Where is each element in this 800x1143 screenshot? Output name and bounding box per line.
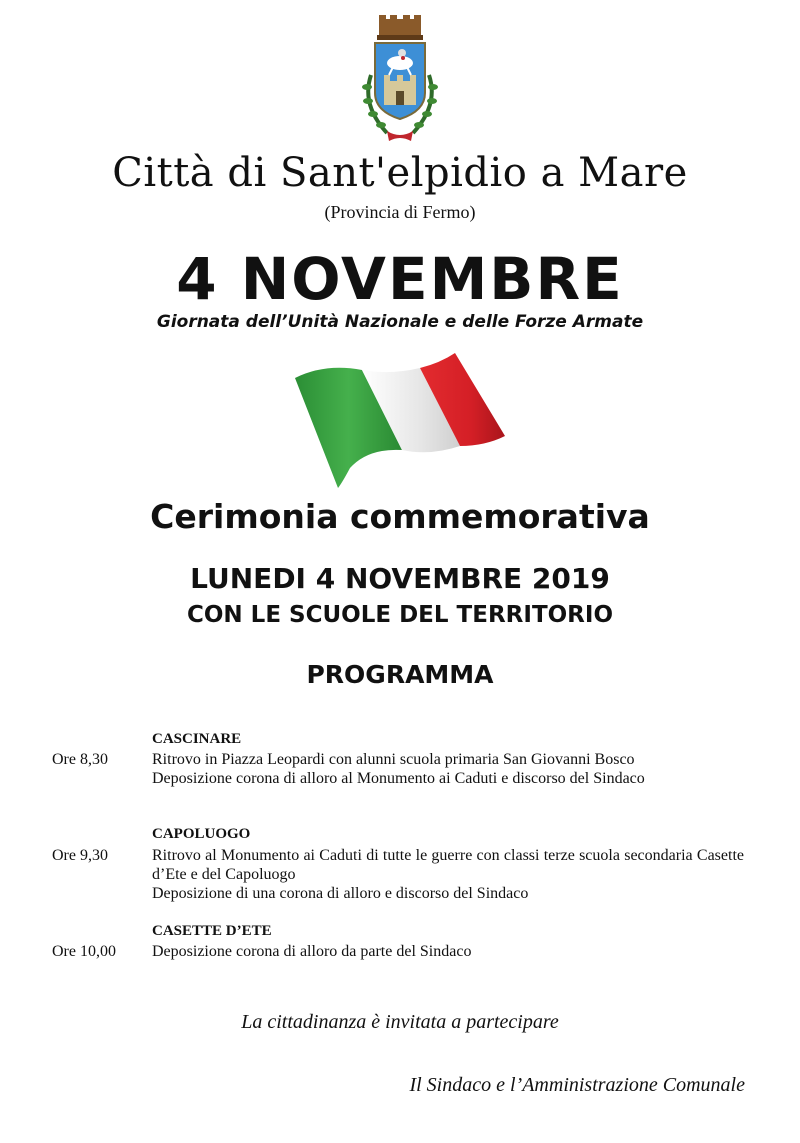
coat-of-arms-icon <box>355 15 445 147</box>
program-line: Deposizione di una corona di alloro e discorso del Sindaco <box>152 885 529 902</box>
program-description <box>152 750 744 788</box>
event-date-title: 4 NOVEMBRE <box>176 245 624 313</box>
city-title: Città di Sant'elpidio a Mare <box>112 150 688 196</box>
program-heading: PROGRAMMA <box>306 660 494 689</box>
program-line: Ritrovo al Monumento ai Caduti di tutte le guerre con classi terze scuola secondaria Casette d’Ete e del Capoluogo <box>152 847 744 883</box>
signature-text: Il Sindaco e l’Amministrazione Comunale <box>409 1074 745 1096</box>
program-time: Ore 10,00 <box>52 943 116 960</box>
italian-flag-icon <box>290 348 510 493</box>
program-place: CAPOLUOGO <box>152 826 251 842</box>
event-subtitle: Giornata dell’Unità Nazionale e delle Forze Armate <box>156 312 644 332</box>
program-line: Deposizione corona di alloro da parte del Sindaco <box>152 943 472 960</box>
program-time: Ore 9,30 <box>52 847 108 864</box>
program-place: CASCINARE <box>152 731 242 747</box>
province-label: (Provincia di Fermo) <box>324 202 476 222</box>
program-line: Ritrovo in Piazza Leopardi con alunni scuola primaria San Giovanni Bosco <box>152 751 635 768</box>
program-description <box>152 846 744 903</box>
invitation-text: La cittadinanza è invitata a partecipare <box>241 1011 559 1033</box>
event-schools: CON LE SCUOLE DEL TERRITORIO <box>186 602 614 628</box>
program-description <box>152 942 744 961</box>
event-day: LUNEDI 4 NOVEMBRE 2019 <box>190 562 610 595</box>
program-time: Ore 8,30 <box>52 751 108 768</box>
ceremony-title: Cerimonia commemorativa <box>150 497 650 536</box>
program-place: CASETTE D’ETE <box>152 923 272 939</box>
program-line: Deposizione corona di alloro al Monumento ai Caduti e discorso del Sindaco <box>152 770 645 787</box>
